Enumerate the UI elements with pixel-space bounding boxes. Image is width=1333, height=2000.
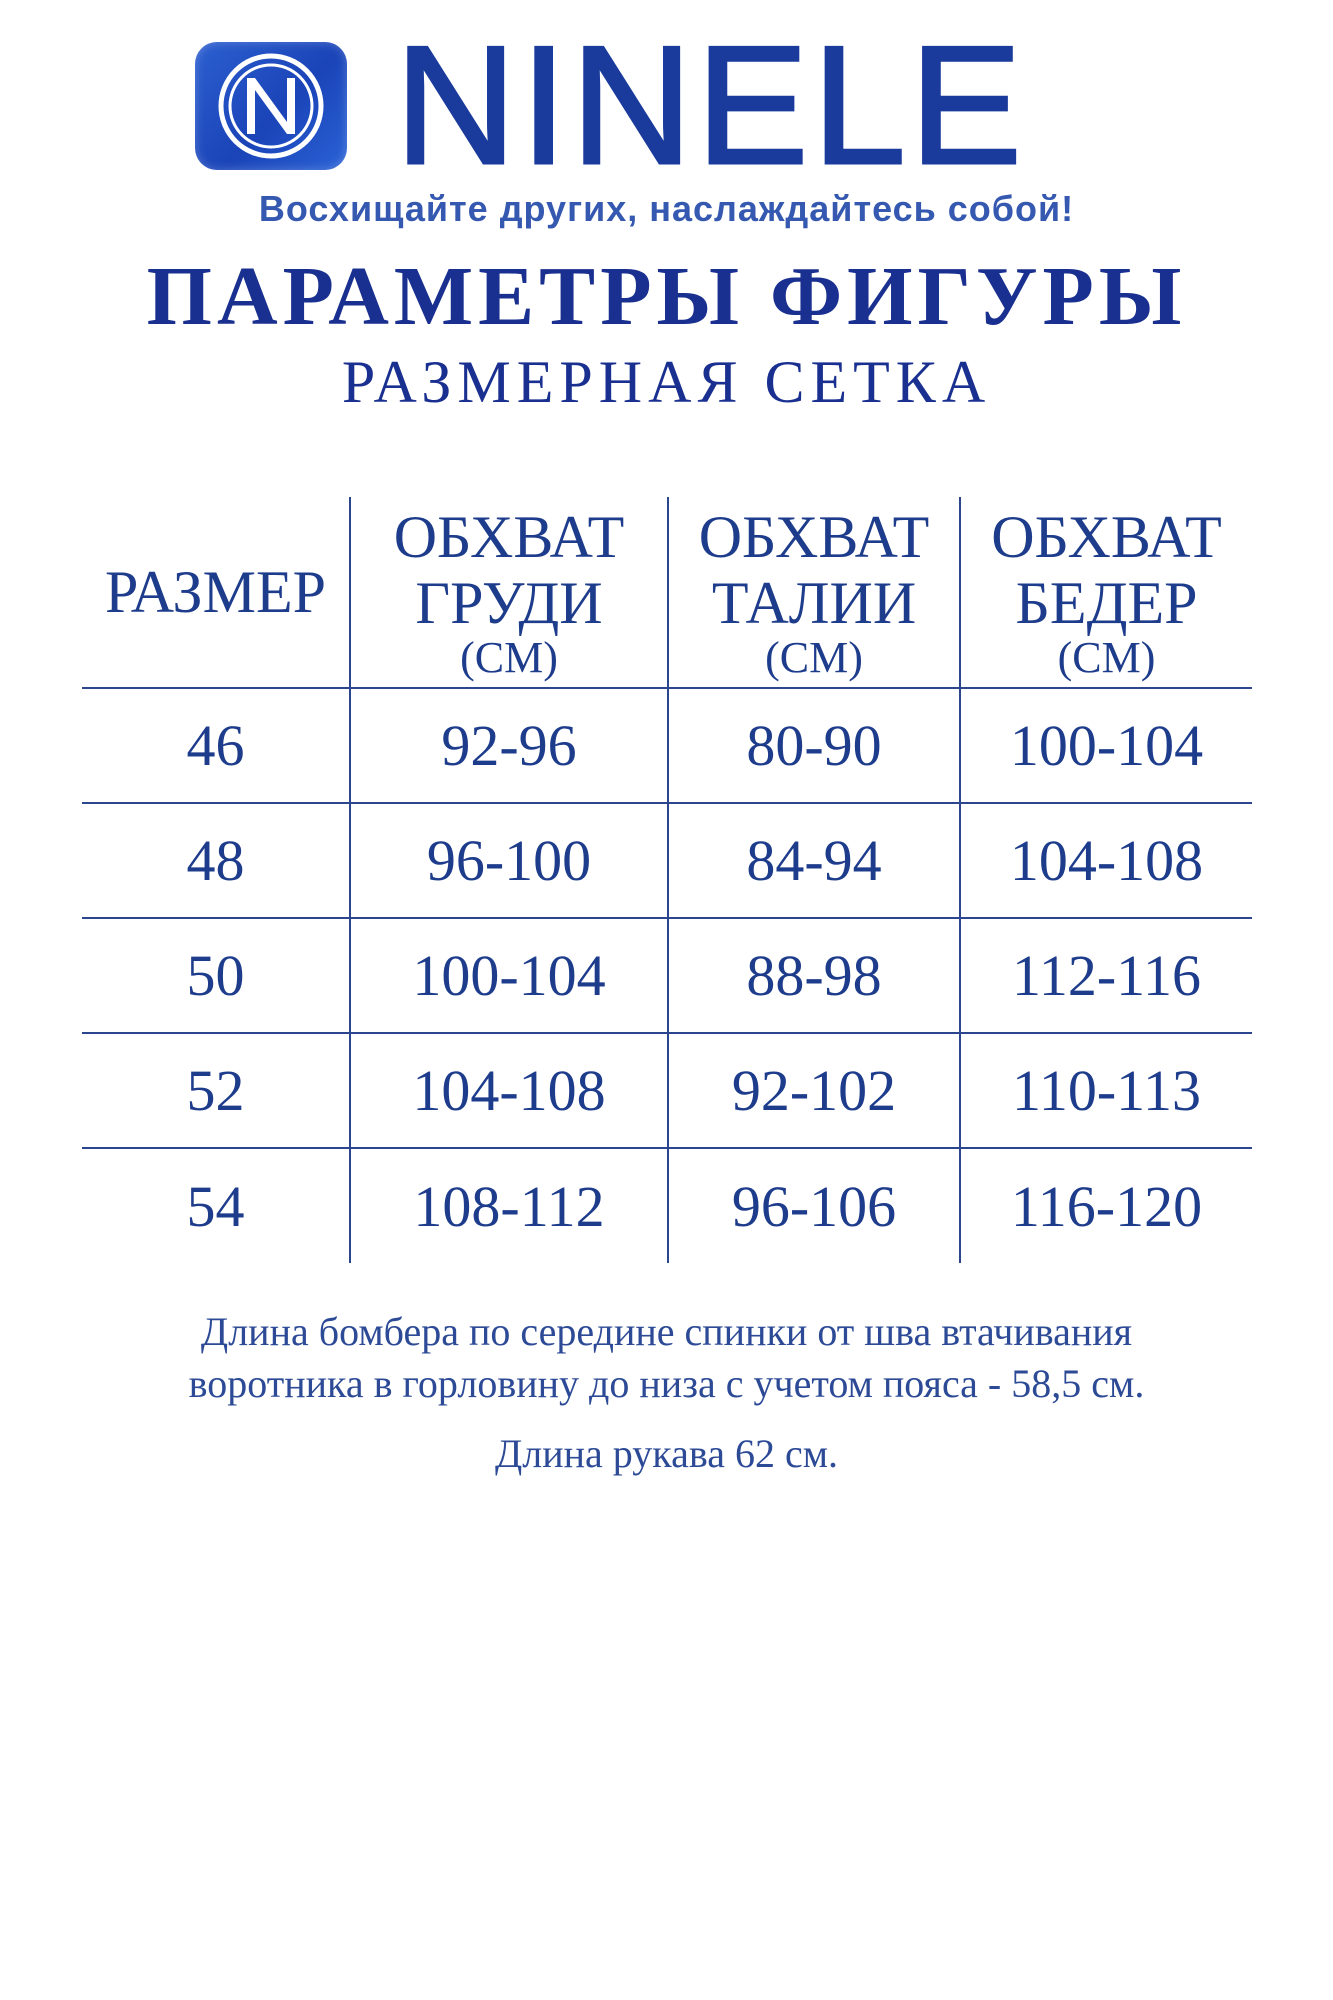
page-subtitle: РАЗМЕРНАЯ СЕТКА — [341, 349, 992, 415]
table-row — [82, 688, 1252, 803]
cell-waist: 84-94 — [668, 803, 960, 918]
cell-chest: 104-108 — [350, 1033, 668, 1148]
cell-hips: 100-104 — [960, 688, 1252, 803]
cell-waist: 80-90 — [668, 688, 960, 803]
header-waist: ОБХВАТ ТАЛИИ (СМ) — [668, 497, 960, 688]
table-row — [82, 803, 1252, 918]
cell-chest: 100-104 — [350, 918, 668, 1033]
page-title: ПАРАМЕТРЫ ФИГУРЫ — [146, 250, 1187, 343]
header-unit: (СМ) — [765, 633, 863, 682]
table-row — [82, 1033, 1252, 1148]
cell-size: 54 — [82, 1148, 350, 1263]
size-table-header — [82, 497, 1252, 688]
cell-waist: 88-98 — [668, 918, 960, 1033]
cell-waist: 92-102 — [668, 1033, 960, 1148]
cell-chest: 92-96 — [350, 688, 668, 803]
header-hips: ОБХВАТ БЕДЕР (СМ) — [960, 497, 1252, 688]
cell-size: 48 — [82, 803, 350, 918]
size-table — [82, 497, 1252, 1263]
length-note: Длина бомбера по середине спинки от шва втачивания воротника в горловину до низа с учетом пояса - 58,5 см. — [188, 1309, 1145, 1406]
header-unit: (СМ) — [1057, 633, 1156, 682]
header-chest: ОБХВАТ ГРУДИ (СМ) — [350, 497, 668, 688]
brand-name: NINELE — [395, 11, 1026, 199]
n-monogram-badge-icon — [195, 42, 347, 170]
header-size: РАЗМЕР — [82, 497, 350, 688]
table-row — [82, 1148, 1252, 1263]
cell-waist: 96-106 — [668, 1148, 960, 1263]
brand-header — [0, 0, 1333, 240]
brand-slogan: Восхищайте других, наслаждайтесь собой! — [258, 188, 1075, 229]
cell-size: 52 — [82, 1033, 350, 1148]
cell-hips: 112-116 — [960, 918, 1252, 1033]
table-row — [82, 918, 1252, 1033]
cell-hips: 116-120 — [1010, 1173, 1203, 1239]
header-unit: (СМ) — [460, 633, 558, 682]
cell-chest: 108-112 — [350, 1148, 668, 1263]
cell-size: 50 — [82, 918, 350, 1033]
cell-chest: 96-100 — [350, 803, 668, 918]
sleeve-note: Длина рукава 62 см. — [494, 1431, 839, 1476]
cell-size: 46 — [82, 688, 350, 803]
cell-hips: 110-113 — [960, 1033, 1252, 1148]
cell-hips: 104-108 — [960, 803, 1252, 918]
